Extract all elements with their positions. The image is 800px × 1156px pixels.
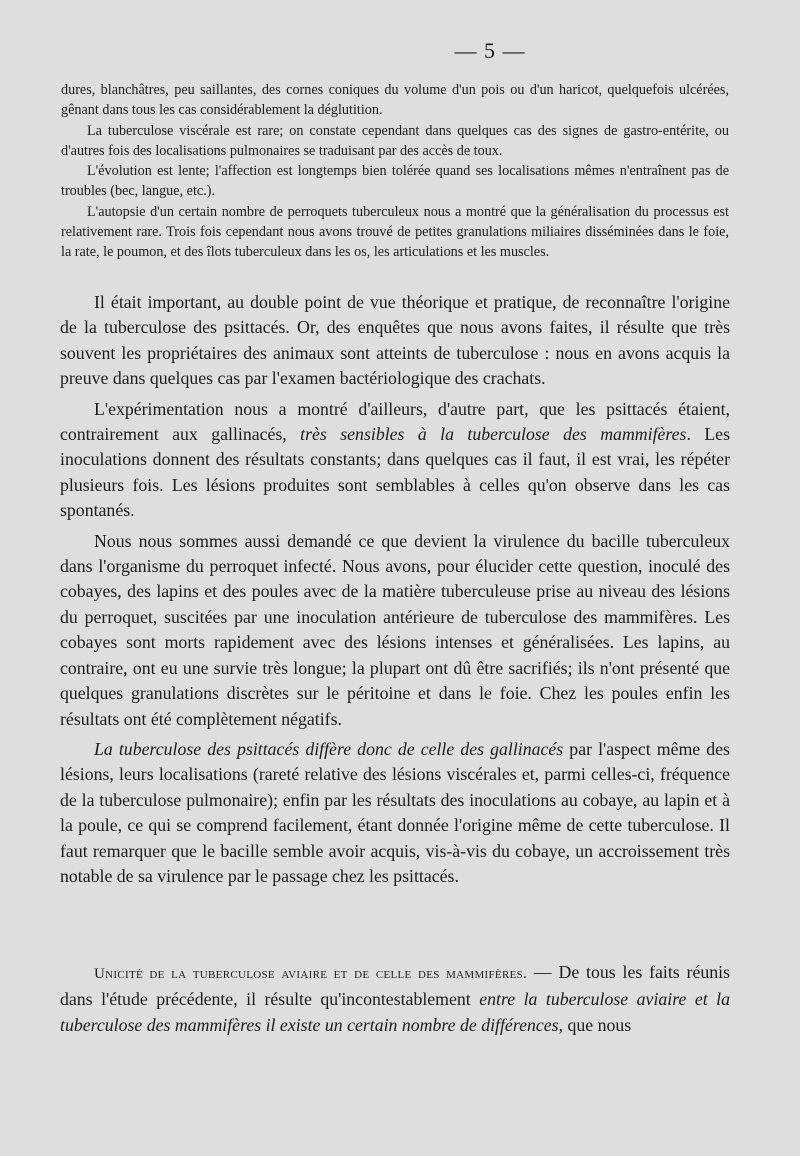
section-text: — De tous les faits réunis dans l'étude précédente, il résulte qu'incontestablement [60, 962, 730, 1010]
page-number: — 5 — [454, 38, 526, 63]
small-paragraph: dures, blanchâtres, peu saillantes, des cornes coniques du volume d'un pois ou d'un haricot, quelquefois ulcérées, gênant dans tous les cas considérablement la déglutition. [61, 82, 729, 119]
paragraph-text: L'expérimentation nous a montré d'ailleurs, d'autre part, que les psittacés étaient, contrairement aux gallinacés, [60, 398, 730, 445]
main-text-block [60, 290, 730, 894]
small-paragraph: La tuberculose viscérale est rare; on constate cependant dans quelques cas des signes de gastro-entérite, ou d'autres fois des localisations pulmonaires se traduisant par des accès de toux. [61, 122, 729, 159]
paragraph [60, 737, 730, 889]
small-print-block [61, 80, 729, 263]
small-paragraph: L'évolution est lente; l'affection est longtemps bien tolérée quand ses localisations mêmes n'entraînent pas de troubles (bec, langue, etc.). [61, 163, 729, 200]
paragraph: Nous nous sommes aussi demandé ce que devient la virulence du bacille tuberculeux dans l'organisme du perroquet infecté. Nous avons, pour élucider cette question, inoculé des cobayes, des lapins et des poules avec de la matière tuberculeuse prise au niveau des lésions du perroquet, suscitées par une inoculation antérieure de tuberculose des mammifères. Les cobayes sont morts rapidement avec des lésions intenses et généralisées. Les lapins, au contraire, ont eu une survie très longue; la plupart ont dû être sacrifiés; ils n'ont présenté que quelques granulations discrètes sur le péritoine et dans le foie. Chez les poules enfin les résultats ont été complètement négatifs. [60, 530, 730, 729]
paragraph-text: par l'aspect même des lésions, leurs localisations (rareté relative des lésions viscérales et, parmi celles-ci, fréquence de la tuberculose pulmonaire); enfin par les résultats des inoculations au cobaye, au lapin et à la poule, ce qui se comprend facilement, étant donnée l'origine même de cette tuberculose. Il faut remarquer que le bacille semble avoir acquis, vis-à-vis du cobaye, un accroissement très notable de sa virulence par le passage chez les psittacés. [60, 738, 730, 886]
paragraph-text: . Les inoculations donnent des résultats constants; dans quelques cas il faut, il est vrai, les répéter plusieurs fois. Les lésions produites sont semblables à celles qu'on observe dans les cas spontanés. [60, 424, 730, 521]
section-paragraph [60, 960, 730, 1038]
emphasis-text: entre la tuberculose aviaire et la tuberculose des mammifères il existe un certain nombre de différences [60, 989, 731, 1035]
paragraph [60, 397, 730, 524]
section-text: , que nous [558, 1014, 632, 1035]
paragraph: Il était important, au double point de vue théorique et pratique, de reconnaître l'origine de la tuberculose des psittacés. Or, des enquêtes que nous avons faites, il résulte que très souvent les propriétaires des animaux sont atteints de tuberculose : nous en avons acquis la preuve dans quelques cas par l'examen bactériologique des crachats. [60, 292, 730, 389]
section-block [60, 960, 730, 1038]
emphasis-text: La tuberculose des psittacés diffère donc de celle des gallinacés [94, 738, 564, 759]
section-heading: Unicité de la tuberculose aviaire et de celle des mammifères. [94, 966, 528, 982]
emphasis-text: très sensibles à la tuberculose des mammifères [300, 424, 687, 445]
small-paragraph: L'autopsie d'un certain nombre de perroquets tuberculeux nous a montré que la généralisation du processus est relativement rare. Trois fois cependant nous avons trouvé de petites granulations miliaires disséminées dans le foie, la rate, le poumon, et des îlots tuberculeux dans les os, les articulations et les muscles. [61, 203, 729, 261]
